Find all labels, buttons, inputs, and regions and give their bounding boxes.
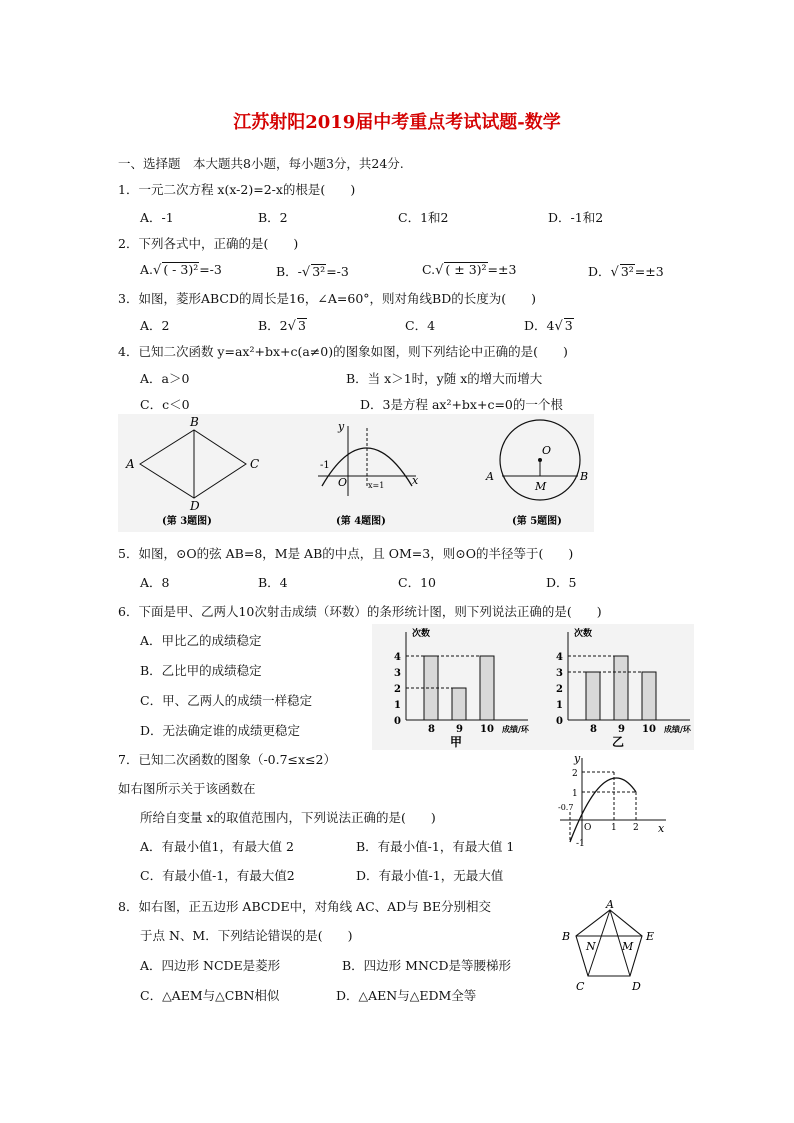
q5-option-b: B．4 [258, 575, 288, 590]
q8-label-e: E [646, 930, 655, 943]
q8-option-a: A．四边形 NCDE是菱形 [140, 958, 281, 973]
chart1-bar [586, 672, 600, 720]
fig5-center-dot [538, 458, 542, 462]
chart1-bar [642, 672, 656, 720]
q7-option-c: C．有最小值-1，有最大值2 [140, 868, 295, 883]
q7-parabola [570, 778, 636, 842]
chart0-ytick: 1 [394, 700, 401, 711]
fig5-label-a: A [486, 470, 494, 483]
q8-stem-1: 8．如右图，正五边形 ABCDE中，对角线 AC、AD与 BE分别相交 [118, 899, 491, 914]
q2-option-a: A.√ ( - 3)²=-3 [140, 262, 222, 278]
q7-label-o: O [584, 823, 592, 833]
q8-pentagon-figure [556, 898, 660, 994]
q7-stem-3: 所给自变量 x的取值范围内，下列说法正确的是( ) [140, 810, 436, 825]
fig3-label-b: B [190, 415, 199, 429]
fig5-caption: (第 5题图) [512, 516, 562, 527]
q3-stem: 3．如图，菱形ABCD的周长是16，∠A=60°，则对角线BD的长度为( ) [118, 291, 536, 306]
fig5-label-m: M [535, 480, 547, 493]
q7-option-d: D．有最小值-1，无最大值 [356, 868, 504, 883]
q4-option-a: A．a＞0 [140, 371, 190, 386]
q7-label-x2: 2 [633, 823, 639, 833]
q6-option-c: C．甲、乙两人的成绩一样稳定 [140, 693, 313, 708]
fig3-label-c: C [250, 457, 260, 471]
chart0-ytick: 3 [394, 668, 401, 679]
page-title: 江苏射阳2019届中考重点考试试题-数学 [233, 112, 561, 133]
q6-option-d: D．无法确定谁的成绩更稳定 [140, 723, 301, 738]
q8-option-d: D．△AEN与△EDM全等 [336, 988, 477, 1003]
chart1-ylabel: 次数 [574, 629, 593, 639]
q7-option-b: B．有最小值-1，有最大值 1 [356, 839, 515, 854]
fig4-label-y: y [338, 420, 345, 433]
chart1-ytick: 3 [556, 668, 563, 679]
chart0-xtick: 9 [456, 724, 463, 735]
q5-option-c: C．10 [398, 575, 436, 590]
q4-option-d: D．3是方程 ax²+bx+c=0的一个根 [360, 397, 563, 412]
q1-stem: 1．一元二次方程 x(x-2)=2-x的根是( ) [118, 182, 356, 197]
q8-option-b: B．四边形 MNCD是等腰梯形 [342, 958, 511, 973]
fig4-label-x: x [412, 474, 419, 487]
q2-stem: 2．下列各式中，正确的是( ) [118, 236, 299, 251]
q8-label-m: M [622, 940, 634, 953]
q7-label-neg1: -1 [576, 839, 585, 848]
q7-figure [554, 752, 674, 848]
chart0-xtick: 10 [480, 724, 494, 735]
chart1-bar [614, 656, 628, 720]
section-heading: 一、选择题 本大题共8小题，每小题3分，共24分. [118, 156, 404, 171]
fig3-label-d: D [190, 499, 200, 513]
chart0-xlabel: 成绩/环 [502, 724, 529, 734]
q3-option-d: D．4√ 3 [524, 318, 573, 334]
chart0-ytick: 2 [394, 684, 401, 695]
q2-option-c: C.√ ( ± 3)²=±3 [422, 262, 517, 278]
chart0-bar [480, 656, 494, 720]
q7-label-2: 2 [572, 769, 578, 779]
q3-option-a: A．2 [140, 318, 170, 333]
q4-stem: 4．已知二次函数 y=ax²+bx+c(a≠0)的图象如图，则下列结论中正确的是( ) [118, 344, 568, 359]
q4-option-b: B．当 x＞1时，y随 x的增大而增大 [346, 371, 543, 386]
q4-option-c: C．c＜0 [140, 397, 190, 412]
fig4-caption: (第 4题图) [336, 516, 386, 527]
q6-stem: 6．下面是甲、乙两人10次射击成绩（环数）的条形统计图，则下列说法正确的是( ) [118, 604, 602, 619]
chart1-ytick: 1 [556, 700, 563, 711]
q7-stem-1: 7．已知二次函数的图象（-0.7≤x≤2） [118, 752, 337, 767]
fig3-caption: (第 3题图) [162, 516, 212, 527]
chart0-ytick: 4 [394, 652, 401, 663]
q2-option-d: D．√ 3²=±3 [588, 264, 664, 280]
q7-option-a: A．有最小值1，有最大值 2 [140, 839, 294, 854]
chart1-title: 乙 [612, 735, 625, 749]
fig5-label-b: B [580, 470, 589, 483]
q8-label-b: B [562, 930, 571, 943]
chart0-ytick: 0 [394, 716, 401, 727]
rhombus-abcd [140, 430, 246, 498]
q3-option-c: C．4 [405, 318, 436, 333]
q8-label-a: A [606, 898, 614, 911]
fig5-label-o: O [542, 444, 552, 457]
q7-label-1: 1 [572, 789, 578, 799]
q8-label-n: N [586, 940, 596, 953]
chart1-xtick: 9 [618, 724, 625, 735]
chart1-ytick: 4 [556, 652, 563, 663]
q1-option-a: A．-1 [140, 210, 174, 225]
q6-charts [372, 624, 694, 750]
q8-option-c: C．△AEM与△CBN相似 [140, 988, 280, 1003]
q8-label-d: D [632, 980, 641, 993]
q7-label-neg07: -0.7 [558, 803, 574, 812]
chart0-title: 甲 [450, 735, 463, 749]
fig4-label-x1: x=1 [368, 481, 385, 490]
q7-label-x: x [658, 822, 665, 835]
q7-label-y: y [574, 752, 581, 765]
q2-option-b: B．-√ 3²=-3 [276, 264, 349, 280]
q6-bar-charts-svg [372, 624, 694, 750]
chart0-bar [452, 688, 466, 720]
q1-option-c: C．1和2 [398, 210, 449, 225]
chart1-xtick: 10 [642, 724, 656, 735]
q7-label-x1: 1 [611, 823, 617, 833]
fig3-label-a: A [126, 457, 135, 471]
fig4-label-neg1: -1 [320, 460, 330, 471]
figure-strip-svg [118, 414, 594, 532]
q6-option-b: B．乙比甲的成绩稳定 [140, 663, 262, 678]
chart1-xtick: 8 [590, 724, 597, 735]
q7-stem-2: 如右图所示关于该函数在 [118, 781, 256, 796]
figure-strip [118, 414, 594, 532]
q8-label-c: C [576, 980, 585, 993]
q1-option-d: D．-1和2 [548, 210, 604, 225]
chart0-ylabel: 次数 [412, 629, 431, 639]
chart1-ytick: 2 [556, 684, 563, 695]
chart0-xtick: 8 [428, 724, 435, 735]
q5-option-a: A．8 [140, 575, 170, 590]
q3-option-b: B．2√ 3 [258, 318, 306, 334]
q5-stem: 5．如图，⊙O的弦 AB=8，M是 AB的中点，且 OM=3，则⊙O的半径等于( ) [118, 546, 574, 561]
q6-option-a: A．甲比乙的成绩稳定 [140, 633, 262, 648]
chart1-ytick: 0 [556, 716, 563, 727]
chart1-xlabel: 成绩/环 [664, 724, 691, 734]
q5-option-d: D．5 [546, 575, 577, 590]
q1-option-b: B．2 [258, 210, 288, 225]
q8-stem-2: 于点 N、M．下列结论错误的是( ) [140, 928, 353, 943]
fig4-label-o: O [338, 476, 348, 489]
